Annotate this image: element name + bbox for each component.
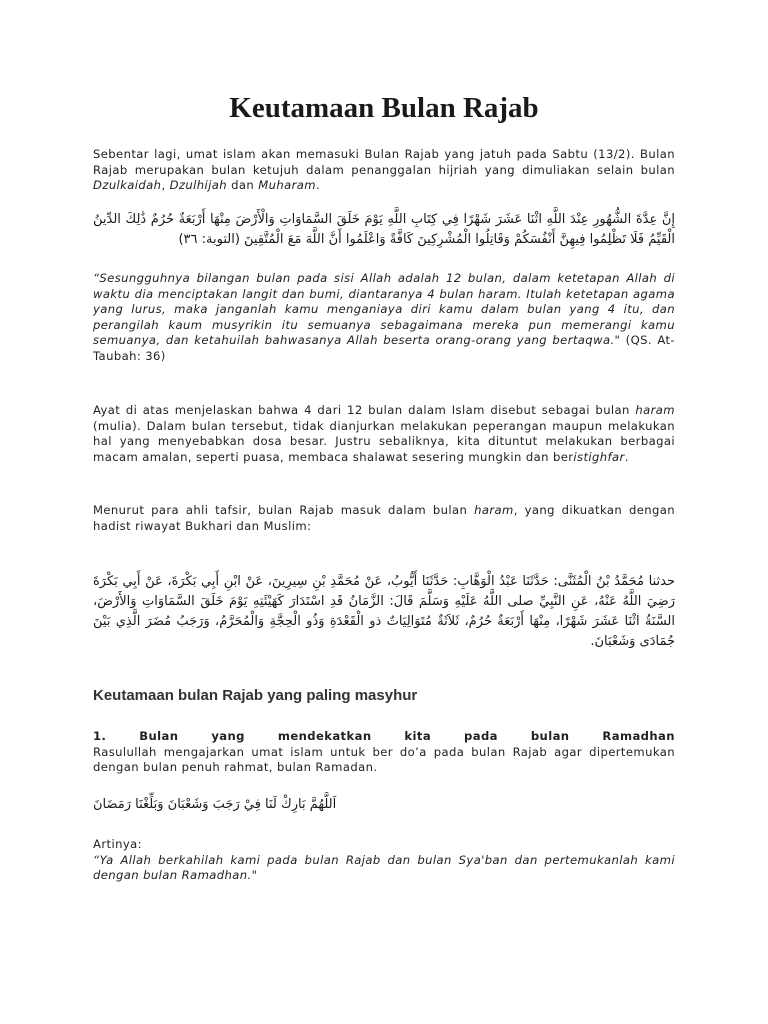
arabic-prayer: [93, 795, 675, 815]
point-1-number: 1.: [93, 729, 107, 743]
prayer-translation: “Ya Allah berkahilah kami pada bulan Rajab dan bulan Sya'ban dan pertemukanlah kami dengan bulan Ramadhan.": [93, 852, 675, 882]
point-1-word: mendekatkan: [277, 729, 372, 743]
paragraph-3: [93, 503, 675, 534]
arabic-verse-text: إِنَّ عِدَّةَ الشُّهُورِ عِنْدَ اللَّهِ اثْنَا عَشَرَ شَهْرًا فِي كِتَابِ اللَّهِ يَوْمَ خَلَقَ السَّمَاوَاتِ وَالْأَرْضَ مِنْهَا أَرْبَعَةٌ حُرُمٌ ذَٰلِكَ الدِّينُ الْقَيِّمُ فَلَا تَظْلِمُوا فِيهِنَّ أَنْفُسَكُمْ وَقَاتِلُوا الْمُشْرِكِينَ كَافَّةً وَاعْلَمُوا أَنَّ اللَّهَ مَعَ الْمُتَّقِينَ (التوبة: ٣٦): [93, 212, 675, 247]
verse-translation-text: “Sesungguhnya bilangan bulan pada sisi Allah adalah 12 bulan, dalam ketetapan Allah di waktu dia menciptakan langit dan bumi, diantaranya 4 bulan haram. Itulah ketetapan agama yang lurus, maka janganlah kamu menganiaya diri kamu dalam bulan yang 4 itu, dan perangilah kaum musyrikin itu semuanya sebagaimana mereka pun memerangi kamu semuanya, dan ketahuilah bahwasanya Allah beserta orang-orang yang bertaqwa.: [93, 271, 675, 347]
point-1-word: bulan: [530, 729, 570, 743]
artinya-label: Artinya:: [93, 837, 142, 851]
para2-text-1: Ayat di atas menjelaskan bahwa 4 dari 12 bulan dalam Islam disebut sebagai bulan: [93, 403, 636, 417]
month-dzulkaidah: Dzulkaidah: [93, 178, 162, 192]
term-istighfar: istighfar: [573, 449, 625, 464]
para3-text-1: Menurut para ahli tafsir, bulan Rajab masuk dalam bulan: [93, 503, 475, 517]
para2-text-2: (mulia). Dalam bulan tersebut, tidak dianjurkan melakukan peperangan maupun melakukan hal yang menyebabkan dosa besar. Justru sebaliknya, kita dituntut melakukan berbagai macam amalan, seperti puasa, membaca shalawat sesering mungkin dan ber: [93, 418, 675, 464]
section-subheading: Keutamaan bulan Rajab yang paling masyhur: [93, 687, 418, 704]
intro-end: .: [316, 178, 321, 192]
verse-reference: " (QS. At-Taubah: 36): [93, 333, 675, 363]
point-1-word: yang: [211, 729, 245, 743]
prayer-translation-block: [93, 837, 675, 884]
para3-text-2: , yang dikuatkan dengan hadist riwayat Bukhari dan Muslim:: [93, 503, 676, 533]
intro-sep-2: dan: [227, 178, 259, 192]
point-1-body: Rasulullah mengajarkan umat islam untuk ber do’a pada bulan Rajab agar dipertemukan dengan bulan penuh rahmat, bulan Ramadan.: [93, 744, 675, 774]
arabic-hadith-text: حدثنا مُحَمَّدُ بْنُ الْمُثَنَّى: حَدَّثَنَا عَبْدُ الْوَهَّابِ: حَدَّثَنَا أَيُّوبُ، عَنْ مُحَمَّدِ بْنِ سِيرِينَ، عَنْ ابْنِ أَبِي بَكْرَةَ، عَنْ أَبِي بَكْرَةَ رَضِيَ اللَّهُ عَنْهُ، عَنِ النَّبِيِّ صلى اللَّهُ عَلَيْهِ وَسَلَّمَ قَالَ: الزَّمَانُ قَدِ اسْتَدَارَ كَهَيْئَتِهِ يَوْمَ خَلَقَ السَّمَاوَاتِ وَالأَرْضَ، السَّنَةُ اثْنَا عَشَرَ شَهْرًا، مِنْهَا أَرْبَعَةٌ حُرُمٌ، ثَلاَثَةٌ مُتَوَالِيَاتٌ ذو الْقَعْدَةِ وَذُو الْحِجَّةِ وَالْمُحَرَّمُ، وَرَجَبُ مُضَرَ الَّذِي بَيْنَ جُمَادَى وَشَعْبَانَ.: [93, 574, 675, 649]
page-title: Keutamaan Bulan Rajab: [229, 92, 539, 124]
para2-end: .: [624, 449, 629, 464]
term-haram: haram: [635, 403, 675, 417]
point-1-word: Ramadhan: [602, 729, 675, 743]
point-1-word: Bulan: [139, 729, 179, 743]
point-1-word: pada: [464, 729, 498, 743]
paragraph-2: [93, 403, 675, 465]
point-1: [93, 729, 675, 776]
term-haram-2: haram: [474, 503, 514, 517]
point-1-word: kita: [404, 729, 432, 743]
arabic-verse: [93, 210, 675, 250]
month-dzulhijah: Dzulhijah: [169, 178, 228, 192]
intro-text-1: Sebentar lagi, umat islam akan memasuki Bulan Rajab yang jatuh pada Sabtu (13/2). Bulan Rajab merupakan bulan ketujuh dalam penanggalan hijriah yang dimuliakan selain bulan: [93, 147, 675, 177]
intro-paragraph: [93, 147, 675, 194]
arabic-hadith: [93, 572, 675, 652]
arabic-prayer-text: اَللَّهُمَّ بَارِكْ لَنَا فِيْ رَجَبَ وَشَعْبَانَ وَبَلِّغْنَا رَمَضَانَ: [93, 797, 337, 812]
month-muharam: Muharam: [258, 178, 317, 192]
verse-translation: [93, 271, 675, 364]
point-1-heading: [93, 729, 675, 745]
intro-sep-1: ,: [161, 178, 170, 192]
